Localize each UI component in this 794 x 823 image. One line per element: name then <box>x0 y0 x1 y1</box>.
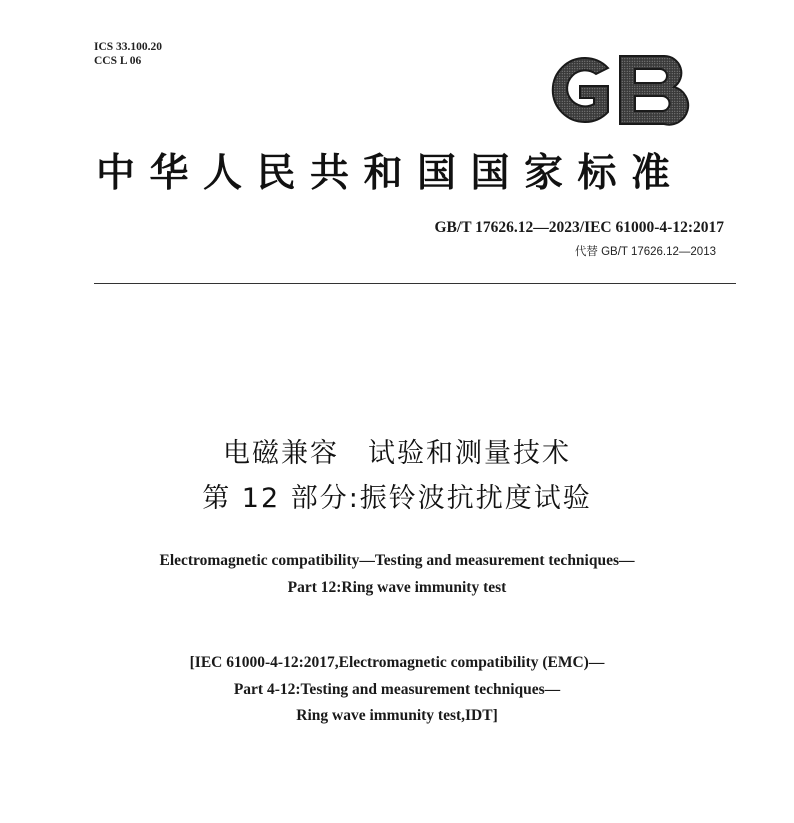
iec-reference-line-1: [IEC 61000-4-12:2017,Electromagnetic compatibility (EMC)— <box>189 654 605 671</box>
english-title-line-1: Electromagnetic compatibility—Testing and measurement techniques— <box>159 552 635 569</box>
logo-letter-b <box>620 56 688 125</box>
chinese-title-line-2: 第 12 部分:振铃波抗扰度试验 <box>202 483 592 514</box>
header-divider <box>94 283 736 284</box>
standard-number: GB/T 17626.12—2023/IEC 61000-4-12:2017 <box>434 219 724 236</box>
iec-reference-line-3: Ring wave immunity test,IDT] <box>296 707 498 724</box>
iec-reference-line-2: Part 4-12:Testing and measurement techniques— <box>233 681 561 698</box>
gb-logo <box>536 50 696 130</box>
ics-code: ICS 33.100.20 <box>94 41 163 53</box>
ccs-code: CCS L 06 <box>94 55 142 67</box>
chinese-title-line-1: 电磁兼容 试验和测量技术 <box>223 438 571 469</box>
logo-letter-g <box>553 58 608 122</box>
standard-name: 中华人民共和国国家标准 <box>96 151 685 196</box>
english-title-line-2: Part 12:Ring wave immunity test <box>287 579 507 596</box>
replaces-note: 代替 GB/T 17626.12—2013 <box>574 246 716 258</box>
